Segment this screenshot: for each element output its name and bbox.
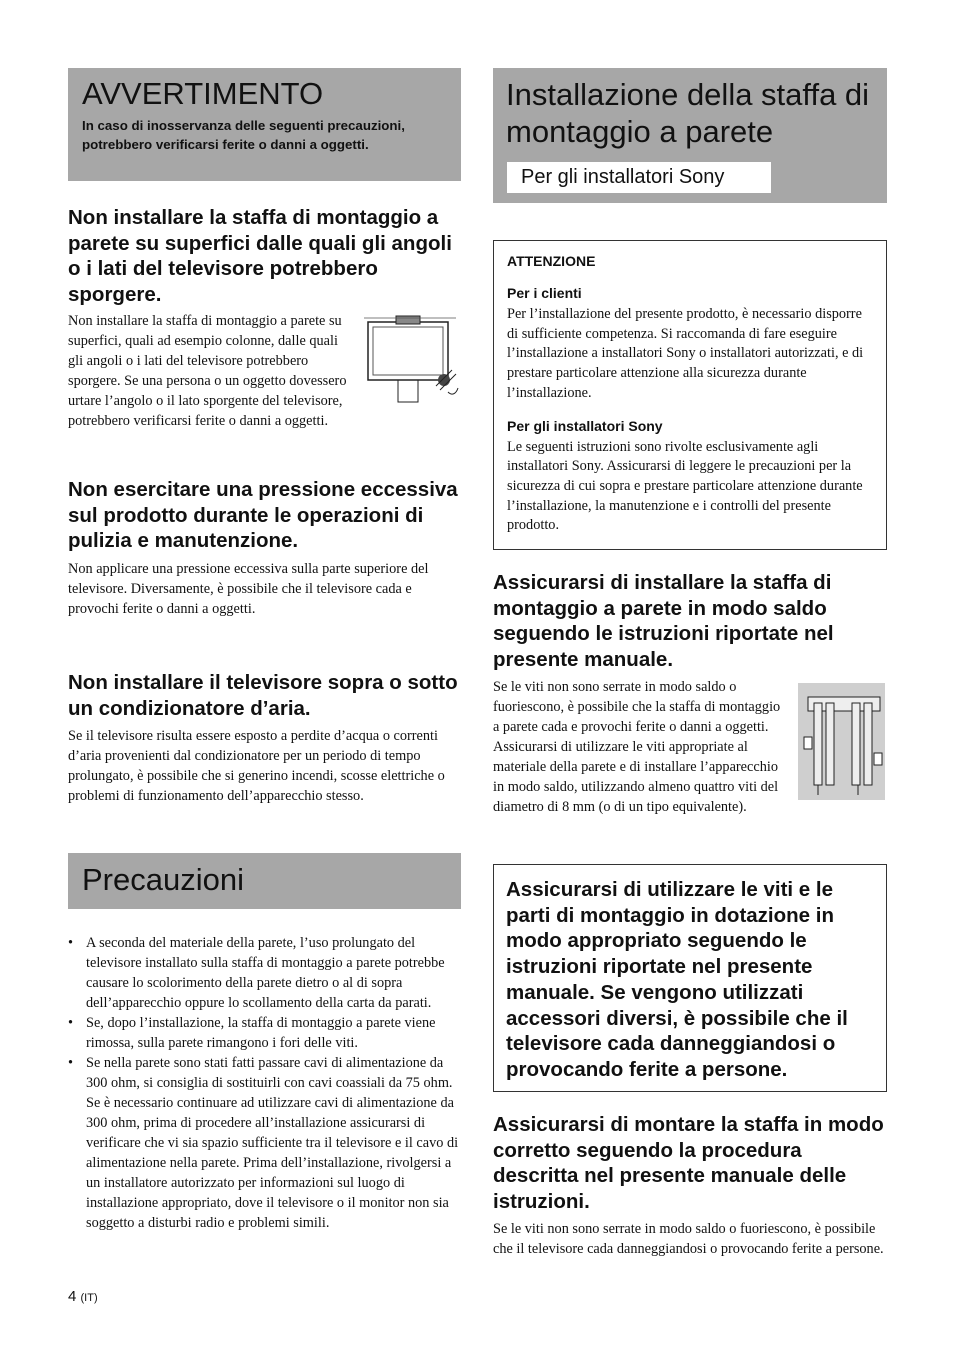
section-body: Se le viti non sono serrate in modo saldo o fuoriescono, è possibile che la staffa di montaggio a parete cada e provochi ferite o danni a oggetti. Assicurarsi di utilizzare le viti appropriate al materiale della parete e di installare l’apparecchio in modo saldo, utilizzando almeno quattro viti del diametro di 8 mm (o di un tipo equivalente). <box>493 679 781 815</box>
section-column-overhang <box>68 205 461 307</box>
precautions-list <box>68 933 461 1233</box>
list-item: • A seconda del materiale della parete, l’uso prolungato del televisore installato sulla staffa di montaggio a parete potrebbe causare lo scolorimento della parete dietro o al di sopra dell’apparecchio oppure lo scollamento della carta da parati. <box>68 933 461 1013</box>
section-body: Se le viti non sono serrate in modo saldo o fuoriescono, è possibile che il televisore cada danneggiandosi o provocando ferite a persone. <box>493 1221 884 1257</box>
precautions-title: Precauzioni <box>82 862 244 897</box>
installers-subtab: Per gli installatori Sony <box>507 162 771 193</box>
section-body-wrap <box>68 311 350 431</box>
installation-title: Installazione della staffa di montaggio a parete <box>506 77 870 149</box>
installation-banner <box>493 68 887 203</box>
section-body: Non applicare una pressione eccessiva sulla parte superiore del televisore. Diversamente, è possibile che il televisore cada e provochi ferite o danni a oggetti. <box>68 560 429 617</box>
list-item: • Se, dopo l’installazione, la staffa di montaggio a parete viene rimossa, sulla parete rimangono i fori delle viti. <box>68 1013 461 1053</box>
installers-text: Le seguenti istruzioni sono rivolte esclusivamente agli installatori Sony. Assicurarsi di leggere le precauzioni per la sicurezza di cui sopra e prestare particolare attenzione durante l’installazione, la manutenzione e i controlli del presente prodotto. <box>507 438 863 534</box>
warning-intro: In caso di inosservanza delle seguenti precauzioni, potrebbero verificarsi ferite o danni a oggetti. <box>82 118 405 152</box>
section-secure-install <box>493 570 887 672</box>
customers-text: Per l’installazione del presente prodotto, è necessario disporre di sufficiente competenza. Si raccomanda di fare eseguire l’installazione a installatori Sony o installatori autorizzati, e di prestare particolare attenzione alla sicurezza durante l’installazione. <box>507 306 864 401</box>
list-item: • Se nella parete sono stati fatti passare cavi di alimentazione da 300 ohm, si consiglia di sostituirli con cavi coassiali da 75 ohm. Se è necessario continuare ad utilizzare cavi di alimentazione da 300 ohm, prima di procedere all’installazione assicurarsi di verificare che vi sia spazio sufficiente tra il televisore e il cavo di alimentazione nella parete. Prima dell’installazione, rivolgersi a un installatore autorizzato per informazioni sul luogo di installazione appropriato, dove il televisore o il monitor non sia soggetto a disturbi radio e problemi simili. <box>68 1053 461 1233</box>
section-body: Se il televisore risulta essere esposto a perdite d’acqua o correnti d’aria provenienti dal condizionatore per un periodo di tempo prolungato, è possibile che si generino incendi, scosse elettriche o problemi di funzionamento dell’apparecchio stesso. <box>68 728 445 804</box>
section-heading: Non esercitare una pressione eccessiva sul prodotto durante le operazioni di pulizia e manutenzione. <box>68 478 458 552</box>
section-body: Non installare la staffa di montaggio a parete su superfici, quali ad esempio colonne, dalle quali gli angoli o i lati del televisore potrebbero sporgere. Se una persona o un oggetto dovessero urtare l’angolo o il lato sporgente del televisore, potrebbero verificarsi ferite o danni a oggetti. <box>68 313 347 429</box>
tv-on-column-illustration-icon <box>360 312 460 404</box>
warning-banner <box>68 68 461 181</box>
section-body-wrap <box>493 677 783 817</box>
precautions-list-wrap <box>68 933 461 1233</box>
attention-label: ATTENZIONE <box>507 253 596 269</box>
supplied-parts-warning-box <box>493 864 887 1092</box>
section-heading: Assicurarsi di installare la staffa di montaggio a parete in modo saldo seguendo le istruzioni riportate nel presente manuale. <box>493 571 834 671</box>
section-air-conditioner <box>68 670 461 806</box>
customers-label: Per i clienti <box>507 285 582 301</box>
page-number-value: 4 <box>68 1288 77 1305</box>
attention-box <box>493 240 887 550</box>
page-language: (IT) <box>80 1292 98 1304</box>
warning-title: AVVERTIMENTO <box>82 76 324 111</box>
section-correct-mounting <box>493 1112 887 1259</box>
section-heading: Non installare la staffa di montaggio a parete su superfici dalle quali gli angoli o i lati del televisore potrebbero sporgere. <box>68 206 452 306</box>
wall-bracket-illustration-icon <box>798 683 885 800</box>
section-heading: Assicurarsi di montare la staffa in modo corretto seguendo la procedura descritta nel presente manuale delle istruzioni. <box>493 1113 884 1213</box>
section-heading: Non installare il televisore sopra o sotto un condizionatore d’aria. <box>68 671 458 720</box>
installers-label: Per gli installatori Sony <box>507 417 663 434</box>
section-heading: Assicurarsi di utilizzare le viti e le parti di montaggio in dotazione in modo appropriato seguendo le istruzioni riportate nel presente manuale. Se vengono utilizzati accessori diversi, è possibile che il televisore cada danneggiandosi o provocando ferite a persone. <box>506 878 848 1081</box>
section-cleaning <box>68 477 461 619</box>
precautions-banner <box>68 853 461 909</box>
page-number <box>68 1288 98 1305</box>
